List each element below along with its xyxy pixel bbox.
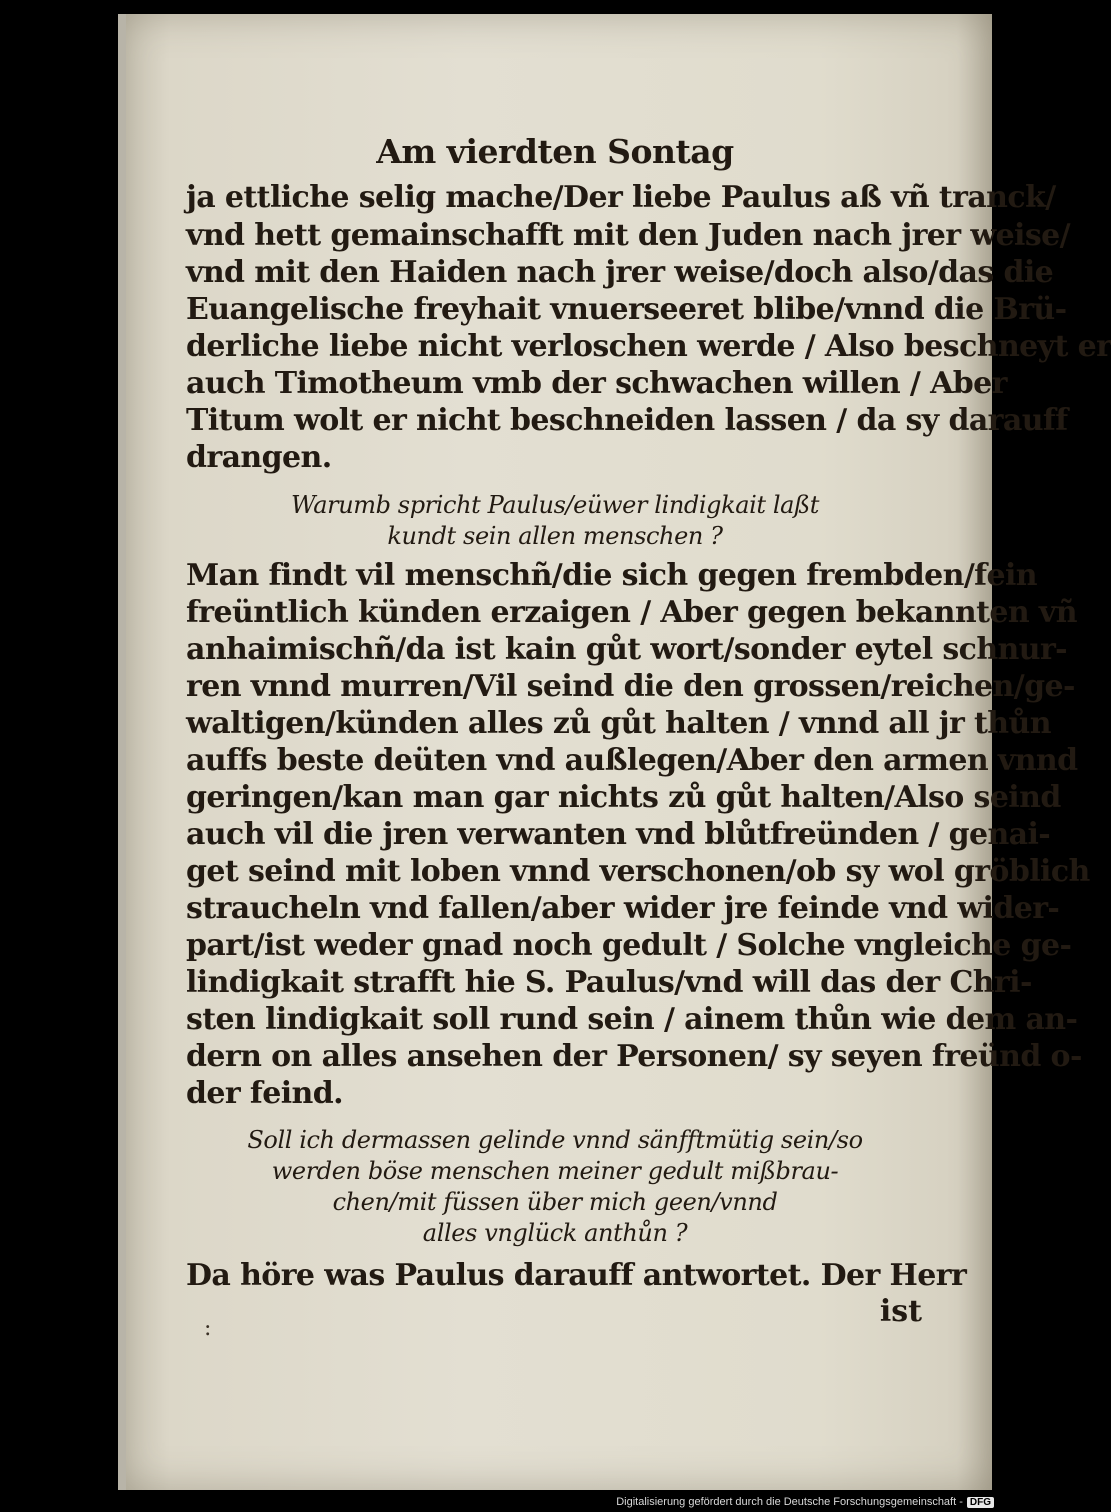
margin-mark: :: [204, 1316, 212, 1341]
question-heading-line: werden böse menschen meiner gedult mißbrau-: [271, 1157, 839, 1185]
text-line: part/ist weder gnad noch gedult / Solche vngleiche ge-: [186, 928, 1072, 963]
text-line: Euangelische freyhait vnuerseeret blibe/vnnd die Brü-: [186, 292, 1067, 327]
text-line: geringen/kan man gar nichts zů gůt halten/Also seind: [186, 780, 1061, 815]
question-heading-line: Warumb spricht Paulus/eüwer lindigkait laßt: [291, 491, 819, 519]
book-page: [118, 14, 1111, 1490]
credit-text: Digitalisierung gefördert durch die Deutsche Forschungsgemeinschaft -: [616, 1496, 963, 1508]
question-heading-line: chen/mit füssen über mich geen/vnnd: [332, 1188, 778, 1216]
digitization-credit: [616, 1496, 994, 1508]
question-heading-line: alles vnglück anthůn ?: [422, 1219, 688, 1247]
text-line: vnd mit den Haiden nach jrer weise/doch also/das die: [186, 255, 1054, 290]
text-line: der feind.: [186, 1076, 343, 1111]
text-line: straucheln vnd fallen/aber wider jre feinde vnd wider-: [186, 891, 1060, 926]
text-line: Da höre was Paulus darauff antwortet. Der Herr: [186, 1258, 967, 1293]
running-head: Am vierdten Sontag: [376, 132, 734, 171]
text-line: waltigen/künden alles zů gůt halten / vnnd all jr thůn: [186, 706, 1051, 741]
text-line: dern on alles ansehen der Personen/ sy seyen freünd o-: [186, 1039, 1082, 1074]
text-line: drangen.: [186, 440, 332, 475]
text-line: vnd hett gemainschafft mit den Juden nach jrer weise/: [186, 218, 1070, 253]
question-heading-line: Soll ich dermassen gelinde vnnd sänfftmütig sein/so: [247, 1126, 863, 1154]
text-line: get seind mit loben vnnd verschonen/ob sy wol gröblich: [186, 854, 1090, 889]
catchword: ist: [879, 1294, 922, 1329]
text-line: auffs beste deüten vnd außlegen/Aber den armen vnnd: [186, 743, 1078, 778]
text-line: ren vnnd murren/Vil seind die den grossen/reichen/ge-: [186, 669, 1075, 704]
text-line: freüntlich künden erzaigen / Aber gegen bekannten vñ: [186, 595, 1077, 630]
question-heading-line: kundt sein allen menschen ?: [387, 522, 723, 550]
text-line: sten lindigkait soll rund sein / ainem thůn wie dem an-: [186, 1002, 1078, 1037]
text-line: lindigkait strafft hie S. Paulus/vnd will das der Chri-: [186, 965, 1032, 1000]
dfg-logo: DFG: [967, 1497, 994, 1508]
text-line: Man findt vil menschñ/die sich gegen frembden/fein: [186, 558, 1037, 593]
text-line: ja ettliche selig mache/Der liebe Paulus aß vñ tranck/: [186, 180, 1056, 215]
text-line: anhaimischñ/da ist kain gůt wort/sonder eytel schnur-: [186, 632, 1068, 667]
text-line: auch vil die jren verwanten vnd blůtfreünden / genai-: [186, 817, 1051, 852]
text-line: derliche liebe nicht verloschen werde / Also beschneyt er: [186, 329, 1111, 364]
text-line: Titum wolt er nicht beschneiden lassen / da sy darauff: [186, 403, 1068, 438]
text-line: auch Timotheum vmb der schwachen willen / Aber: [186, 366, 1007, 401]
